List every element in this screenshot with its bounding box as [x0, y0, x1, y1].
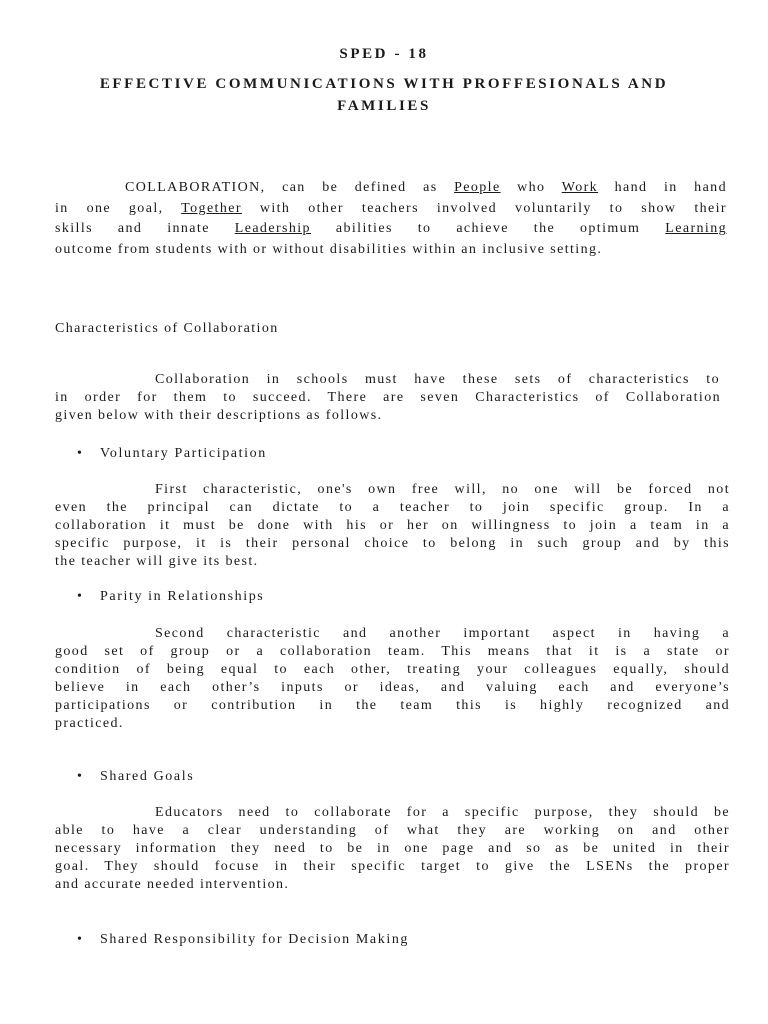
goals-line-2: able to have a clear understanding of what they are working on and other	[55, 823, 730, 838]
bullet-label: Shared Responsibility for Decision Making	[100, 932, 410, 947]
keyword-leadership: Leadership	[234, 221, 311, 236]
keyword-work: Work	[561, 180, 599, 195]
keyword-together: Together	[181, 201, 242, 216]
parity-line-1: Second characteristic and another important aspect in having a	[155, 626, 730, 641]
definition-text: who	[517, 180, 546, 195]
voluntary-line-4: specific purpose, it is their personal choice to belong in such group and by this	[55, 536, 730, 551]
definition-text: abilities to achieve the optimum	[335, 221, 641, 236]
keyword-people: People	[454, 180, 501, 195]
bullet-voluntary-participation	[77, 445, 267, 463]
goals-line-3: necessary information they need to be in one page and so as be united in their	[55, 841, 730, 856]
definition-text: with other teachers involved voluntarily to show their	[259, 201, 727, 216]
intro-line-1: Collaboration in schools must have these sets of characteristics to	[155, 372, 720, 387]
course-code: SPED - 18	[339, 46, 429, 62]
goals-line-4: goal. They should focuse in their specific target to give the LSENs the proper	[55, 859, 730, 874]
voluntary-line-2: even the principal can dictate to a teacher to join specific group. In a	[55, 500, 730, 515]
voluntary-line-3: collaboration it must be done with his or her on willingness to join a team in a	[55, 518, 730, 533]
goals-line-5: and accurate needed intervention.	[55, 877, 290, 892]
definition-line-3	[55, 220, 727, 238]
definition-text: can be defined as	[282, 180, 438, 195]
keyword-learning: Learning	[665, 221, 728, 236]
definition-text: skills and innate	[55, 221, 210, 236]
goals-line-1: Educators need to collaborate for a specific purpose, they should be	[155, 805, 730, 820]
bullet-dot: •	[77, 769, 84, 784]
parity-line-5: participations or contribution in the team this is highly recognized and	[55, 698, 730, 713]
intro-line-2: in order for them to succeed. There are seven Characteristics of Collaboration	[55, 390, 721, 405]
bullet-dot: •	[77, 932, 84, 947]
definition-line-4: outcome from students with or without disabilities within an inclusive setting.	[55, 242, 603, 257]
parity-line-2: good set of group or a collaboration team. This means that it is a state or	[55, 644, 730, 659]
bullet-dot: •	[77, 589, 84, 604]
voluntary-line-5: the teacher will give its best.	[55, 554, 259, 569]
bullet-shared-goals	[77, 768, 194, 786]
bullet-parity-in-relationships	[77, 588, 264, 606]
definition-line-1	[55, 179, 727, 197]
parity-line-4: believe in each other’s inputs or ideas, and valuing each and everyone’s	[55, 680, 730, 695]
bullet-label: Shared Goals	[100, 769, 195, 784]
parity-line-6: practiced.	[55, 716, 124, 731]
parity-line-3: condition of being equal to each other, treating your colleagues equally, should	[55, 662, 730, 677]
definition-text: hand in hand	[614, 180, 727, 195]
definition-line-2	[55, 200, 727, 218]
definition-text: in one goal,	[55, 201, 164, 216]
intro-line-3: given below with their descriptions as follows.	[55, 408, 383, 423]
bullet-shared-responsibility	[77, 931, 409, 949]
bullet-label: Voluntary Participation	[100, 446, 267, 461]
term-collaboration: COLLABORATION,	[125, 180, 266, 195]
bullet-dot: •	[77, 446, 84, 461]
page-title-line-1: EFFECTIVE COMMUNICATIONS WITH PROFFESIONALS AND	[99, 76, 669, 92]
bullet-label: Parity in Relationships	[100, 589, 265, 604]
section-heading: Characteristics of Collaboration	[55, 321, 279, 336]
page-title-line-2: FAMILIES	[337, 98, 431, 114]
voluntary-line-1: First characteristic, one's own free will, no one will be forced not	[155, 482, 730, 497]
